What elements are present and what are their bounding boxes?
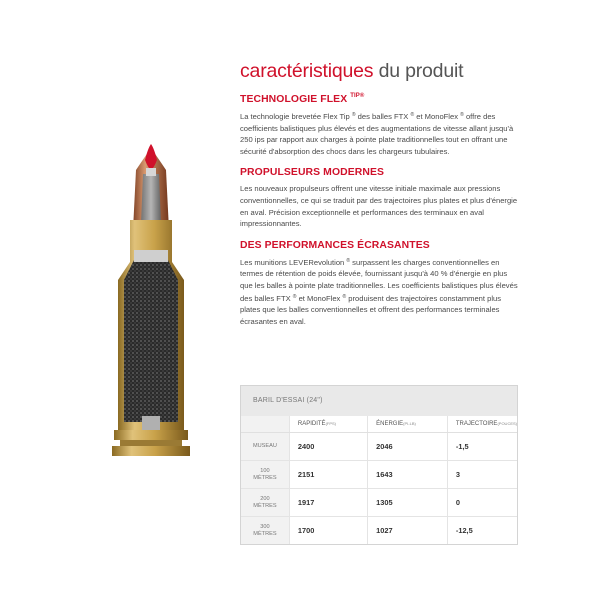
- row-label: 300 MÈTRES: [241, 517, 289, 545]
- section-heading-flex-tip: TECHNOLOGIE FLEX $^{TIP®}$: [240, 93, 365, 105]
- column-header-energy: ÉNERGIE(PI-LB): [368, 416, 448, 433]
- table-caption: BARIL D'ESSAI (24"): [241, 386, 517, 416]
- title-rest: du produit: [373, 60, 464, 82]
- cell-velocity: 2151: [289, 461, 367, 489]
- section-heading-propellants: PROPULSEURS MODERNES: [240, 167, 385, 179]
- cell-velocity: 2400: [289, 433, 367, 461]
- cell-energy: 1305: [368, 489, 448, 517]
- table-row: [241, 433, 517, 461]
- cell-velocity: 1917: [289, 489, 367, 517]
- cell-trajectory: 0: [447, 489, 517, 517]
- table-row: [241, 489, 517, 517]
- table-row: [241, 517, 517, 545]
- row-label: 200 MÈTRES: [241, 489, 289, 517]
- product-features: [240, 60, 518, 337]
- title-accent: caractéristiques: [240, 60, 374, 82]
- cell-trajectory: 3: [447, 461, 517, 489]
- table-header-row: [241, 416, 517, 433]
- cell-energy: 2046: [368, 433, 448, 461]
- section-text-propellants: Les nouveaux propulseurs offrent une vitesse initiale maximale aux pressions conventionnelles, ce qui se traduit par des trajectoires plus plates et plus d'énergie en aval. Précision exceptionnelle et performances des terminaux en aval impressionnantes.: [240, 184, 518, 229]
- ballistics-table: [240, 385, 518, 545]
- column-header-velocity: RAPIDITÉ(FPS): [289, 416, 367, 433]
- cell-velocity: 1700: [289, 517, 367, 545]
- section-text-performance: Les munitions LEVERevolution ® surpassent les charges conventionnelles en termes de rétention de poids élevée, fournissant jusqu'à 40 % d'énergie en plus que les balles à pointe plate traditionnelles. Les coefficients balistiques plus élevés des balles FTX ® et MonoFlex ® produisent des trajectoires constamment plus plates que les balles conventionnelles et offrent des performances terminales écrasantes en aval.: [240, 257, 518, 326]
- cell-trajectory: -1,5: [447, 433, 517, 461]
- column-header-trajectory: TRAJECTOIRE(POUCES): [447, 416, 517, 433]
- page-title: [240, 60, 518, 83]
- section-text-flex-tip: La technologie brevetée Flex Tip ® des balles FTX ® et MonoFlex ® offre des coefficients balistiques plus élevés et des augmentations de vitesse allant jusqu'à 250 ips par rapport aux charges à pointe plate traditionnelles tout en offrant une sécurité d'absorption des chocs dans les chargeurs tubulaires.: [240, 112, 514, 156]
- cell-trajectory: -12,5: [455, 526, 473, 535]
- row-label: MUSEAU: [241, 433, 289, 461]
- section-heading-performance: DES PERFORMANCES ÉCRASANTES: [240, 239, 430, 251]
- cartridge-cutaway-icon: [96, 140, 206, 480]
- row-label: 100 MÈTRES: [241, 461, 289, 489]
- table-row: [241, 461, 517, 489]
- cell-energy: 1027: [368, 517, 448, 545]
- cell-energy: 1643: [368, 461, 448, 489]
